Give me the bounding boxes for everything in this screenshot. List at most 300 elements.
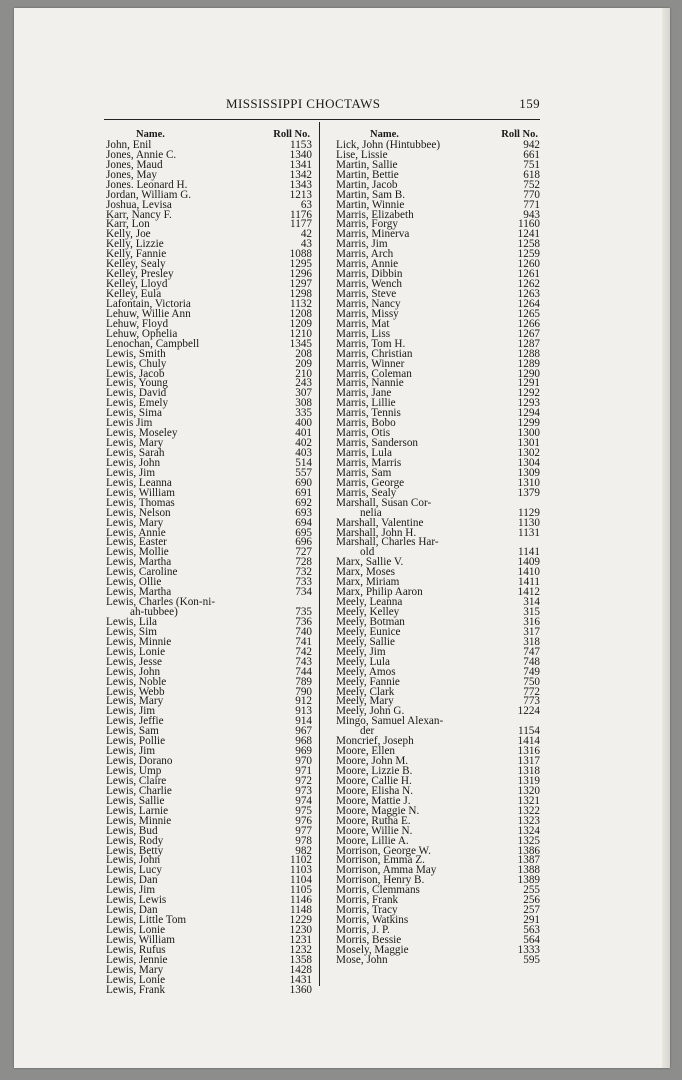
entry-name: Lise, Lissie <box>336 148 388 161</box>
entry-name: Marris, George <box>336 476 405 489</box>
entry-name: Martin, Winnie <box>336 198 405 211</box>
entry-roll-number: 1320 <box>517 784 540 797</box>
entry-roll-number: 693 <box>295 506 312 519</box>
entry-roll-number: 335 <box>295 407 312 420</box>
entry-roll-number: 773 <box>523 695 540 708</box>
entry-roll-number: 750 <box>523 675 540 688</box>
entry-roll-number: 1387 <box>517 854 540 867</box>
roll-entry <box>104 985 312 995</box>
entry-roll-number: 734 <box>295 586 312 599</box>
entry-roll-number: 1289 <box>517 357 540 370</box>
entry-name: Marris, Winner <box>336 357 405 370</box>
entry-roll-number: 1291 <box>517 377 540 390</box>
entry-roll-number: 976 <box>295 814 312 827</box>
entry-roll-number: 403 <box>295 447 312 459</box>
roll-entry <box>334 359 540 369</box>
entry-roll-number: 1261 <box>517 268 540 281</box>
entry-roll-number: 1323 <box>517 814 540 827</box>
entry-name: Moore, Rutha E. <box>336 814 411 827</box>
entry-name: Marris, Liss <box>336 327 391 340</box>
entry-roll-number: 1325 <box>517 834 540 847</box>
entry-roll-number: 968 <box>295 735 312 748</box>
entry-name: Lewis, Mary <box>106 516 164 529</box>
entry-roll-number: 1148 <box>290 904 312 917</box>
entry-name: Marris, Steve <box>336 288 397 300</box>
entry-roll-number: 257 <box>523 904 540 917</box>
entry-name: Lewis, Mary <box>106 695 164 708</box>
entry-name: Marris, Sanderson <box>336 437 419 450</box>
entry-roll-number: 1263 <box>517 288 540 300</box>
entry-name: der <box>360 725 375 738</box>
entry-roll-number: 912 <box>295 695 312 708</box>
entry-roll-number: 751 <box>523 158 540 171</box>
entry-name: Lehuw, Ophelia <box>106 327 178 340</box>
running-header <box>104 96 540 116</box>
entry-roll-number: 1296 <box>289 268 312 281</box>
entry-name: Lick, John (Hintubbee) <box>336 138 441 151</box>
right-column <box>334 130 540 965</box>
entry-roll-number: 1146 <box>290 894 312 907</box>
entry-roll-number: 1229 <box>289 914 312 927</box>
roll-entry <box>334 836 540 846</box>
entry-roll-number: 1358 <box>289 953 312 966</box>
entry-name: Moore, John M. <box>336 755 409 768</box>
entry-roll-number: 740 <box>295 625 312 638</box>
entry-name: Marshall, John H. <box>336 526 417 539</box>
entry-name: Lewis, Lonie <box>106 924 166 936</box>
entry-name: Marris, Dibbin <box>336 268 403 281</box>
entry-name: Lewis, Nelson <box>106 506 171 519</box>
entry-name: Karr, Nancy F. <box>106 208 172 221</box>
entry-roll-number: 978 <box>295 834 312 847</box>
entry-roll-number: 1388 <box>517 864 540 877</box>
entry-name: Marris, Sam <box>336 466 392 479</box>
entry-roll-number: 1213 <box>289 188 312 201</box>
entry-name: Lewis, Caroline <box>106 566 178 579</box>
entry-name: Lewis, Easter <box>106 536 167 549</box>
entry-name: Moore, Maggie N. <box>336 804 420 817</box>
entry-name: Morris, J. P. <box>336 924 390 936</box>
entry-name: Lewis, Jeffie <box>106 715 164 728</box>
entry-roll-number: 308 <box>295 397 312 410</box>
entry-name: Moore, Elisha N. <box>336 784 414 797</box>
entry-name: Moore, Lillie A. <box>336 834 409 847</box>
entry-roll-number: 1316 <box>517 745 540 758</box>
entry-roll-number: 514 <box>295 456 312 469</box>
entry-name: Martin, Sallie <box>336 158 398 171</box>
entry-roll-number: 1324 <box>517 824 540 837</box>
entry-name: Lewis, Larnie <box>106 804 169 817</box>
entry-name: Meely, Jim <box>336 645 386 658</box>
entry-name: Lewis, Dorano <box>106 755 173 768</box>
entry-roll-number: 692 <box>295 496 312 509</box>
entry-name: Lewis, Lonie <box>106 973 166 986</box>
entry-roll-number: 727 <box>295 546 312 559</box>
entry-name: Lewis, Annie <box>106 526 166 539</box>
entry-roll-number: 1342 <box>289 168 312 181</box>
entry-name: Marris, Forgy <box>336 218 398 231</box>
entry-name: Marris, Tennis <box>336 407 401 420</box>
roll-header: Roll No. <box>273 129 310 140</box>
entry-roll-number: 741 <box>295 635 312 648</box>
entry-name: Martin, Bettie <box>336 168 399 181</box>
roll-entry <box>104 677 312 687</box>
entry-roll-number: 743 <box>295 655 312 668</box>
entry-name: Kelley, Presley <box>106 268 174 281</box>
entry-name: Moncrief, Joseph <box>336 735 414 748</box>
entry-roll-number: 255 <box>523 884 540 897</box>
roll-entry <box>334 955 540 965</box>
entry-name: Lehuw, Willie Ann <box>106 307 191 320</box>
name-header: Name. <box>136 129 165 140</box>
entry-name: Meely, Botman <box>336 615 405 628</box>
entry-roll-number: 1295 <box>289 258 312 271</box>
entry-roll-number: 1301 <box>517 437 540 450</box>
entry-name: Marris, Otis <box>336 427 391 440</box>
entry-name: Lewis, Chuly <box>106 357 167 370</box>
entry-roll-number: 564 <box>523 933 540 946</box>
entry-name: Lewis, Webb <box>106 685 165 698</box>
entry-roll-number: 1298 <box>289 288 312 300</box>
entry-roll-number: 1104 <box>290 874 312 887</box>
entry-name: Meely, Lula <box>336 655 390 668</box>
entry-name: Marris, Lillie <box>336 397 396 410</box>
entry-roll-number: 1299 <box>517 417 540 430</box>
entry-name: Lafontain, Victoria <box>106 297 191 310</box>
entry-roll-number: 209 <box>295 357 312 370</box>
entry-name: Marshall, Valentine <box>336 516 424 529</box>
entry-roll-number: 1153 <box>290 138 312 151</box>
entry-name: Marris, Wench <box>336 278 402 291</box>
entry-roll-number: 1262 <box>517 278 540 291</box>
entry-name: Marris, Jane <box>336 387 392 400</box>
entry-roll-number: 315 <box>523 606 540 618</box>
entry-name: Lewis, David <box>106 387 167 400</box>
entry-name: Lewis, Ollie <box>106 576 162 589</box>
entry-name: Lewis, Jacob <box>106 367 165 380</box>
entry-name: Kelley, Sealy <box>106 258 166 271</box>
entry-name: Morrison, Emma Z. <box>336 854 425 867</box>
entry-name: Lewis, Jesse <box>106 655 162 668</box>
entry-name: Lewis, Mary <box>106 437 164 450</box>
entry-name: Lewis, Minnie <box>106 635 172 648</box>
entry-name: Lewis, Noble <box>106 675 167 688</box>
entry-roll-number: 770 <box>523 188 540 201</box>
entry-roll-number: 1260 <box>517 258 540 271</box>
entry-roll-number: 735 <box>295 606 312 618</box>
entry-roll-number: 943 <box>523 208 540 221</box>
entry-roll-number: 913 <box>295 705 312 718</box>
entry-name: Lewis, Dan <box>106 904 158 917</box>
entry-name: Meely, John G. <box>336 705 405 718</box>
entry-roll-number: 1428 <box>289 963 312 976</box>
entry-name: Morris, Bessie <box>336 933 402 946</box>
page-edge-shadow <box>662 8 670 1068</box>
entry-roll-number: 1333 <box>517 943 540 956</box>
entry-name: Lewis, Sima <box>106 407 162 420</box>
entry-name: Marris, Christian <box>336 347 413 360</box>
entry-roll-number: 1341 <box>289 158 312 171</box>
entry-name: Lewis, Rody <box>106 834 164 847</box>
entry-name: Lewis, Mary <box>106 963 164 976</box>
entry-roll-number: 256 <box>523 894 540 907</box>
entry-roll-number: 1290 <box>517 367 540 380</box>
entry-roll-number: 1411 <box>518 576 540 589</box>
roll-entry <box>104 836 312 846</box>
entry-roll-number: 972 <box>295 774 312 787</box>
entry-roll-number: 1287 <box>517 337 540 350</box>
entry-roll-number: 318 <box>523 635 540 648</box>
entry-roll-number: 1129 <box>518 506 540 519</box>
entry-roll-number: 772 <box>523 685 540 698</box>
entry-roll-number: 1294 <box>517 407 540 420</box>
entry-roll-number: 973 <box>295 784 312 797</box>
entry-roll-number: 314 <box>523 596 540 609</box>
entry-roll-number: 1154 <box>518 725 540 738</box>
entry-name: Jones. Leonard H. <box>106 178 188 191</box>
roll-entry <box>104 518 312 528</box>
entry-roll-number: 742 <box>295 645 312 658</box>
entry-roll-number: 732 <box>295 566 312 579</box>
entry-roll-number: 1141 <box>518 546 540 559</box>
entry-roll-number: 977 <box>295 824 312 837</box>
entry-roll-number: 1231 <box>289 933 312 946</box>
entry-name: Lewis, Martha <box>106 586 172 599</box>
entry-roll-number: 1300 <box>517 427 540 440</box>
entry-name: nelia <box>360 506 382 519</box>
entry-name: Meely, Eunice <box>336 625 401 638</box>
entry-name: Lewis, Bud <box>106 824 158 837</box>
entry-name: Lewis, Sarah <box>106 447 165 459</box>
entry-name: Moore, Mattie J. <box>336 794 411 807</box>
entry-name: Marris, Annie <box>336 258 399 271</box>
entry-name: Lewis, Young <box>106 377 168 390</box>
entry-roll-number: 1176 <box>290 208 312 221</box>
entry-name: Marris, Minerva <box>336 228 410 241</box>
page-title: MISSISSIPPI CHOCTAWS <box>226 96 381 111</box>
entry-name: Marris, Arch <box>336 248 394 261</box>
entry-name: Morrison, Amma May <box>336 864 437 877</box>
entry-roll-number: 1310 <box>517 476 540 489</box>
entry-roll-number: 967 <box>295 725 312 738</box>
entry-name: Lewis, John <box>106 456 161 469</box>
entry-roll-number: 1288 <box>517 347 540 360</box>
entry-name: Lewis, John <box>106 854 161 867</box>
entry-roll-number: 1160 <box>518 218 540 231</box>
entry-name: Moore, Callie H. <box>336 774 412 787</box>
entry-roll-number: 1389 <box>517 874 540 887</box>
entry-name: Lewis, Lonie <box>106 645 166 658</box>
entry-roll-number: 208 <box>295 347 312 360</box>
entry-roll-number: 1410 <box>517 566 540 579</box>
entry-name: Lewis, William <box>106 486 175 499</box>
entry-roll-number: 1230 <box>289 924 312 936</box>
entry-roll-number: 695 <box>295 526 312 539</box>
roll-entry <box>334 518 540 528</box>
entry-roll-number: 1209 <box>289 317 312 330</box>
entry-name: Lewis, Sallie <box>106 794 165 807</box>
name-header: Name. <box>370 129 399 140</box>
entry-roll-number: 971 <box>295 765 312 777</box>
entry-name: Morris, Frank <box>336 894 399 907</box>
entry-name: Marris, Jim <box>336 238 388 251</box>
entry-name: Lewis, Jim <box>106 884 156 897</box>
entry-roll-number: 1321 <box>517 794 540 807</box>
entry-name: Lewis, Betty <box>106 844 164 857</box>
entry-name: Meely, Sallie <box>336 635 395 648</box>
entry-roll-number: 690 <box>295 476 312 489</box>
entry-roll-number: 1232 <box>289 943 312 956</box>
entry-roll-number: 661 <box>523 148 540 161</box>
entry-roll-number: 43 <box>300 238 312 251</box>
entry-roll-number: 1340 <box>289 148 312 161</box>
entry-name: old <box>360 546 375 559</box>
entry-roll-number: 969 <box>295 745 312 758</box>
entry-name: Marris, Sealy <box>336 486 397 499</box>
entry-roll-number: 563 <box>523 924 540 936</box>
entry-name: Marx, Miriam <box>336 576 400 589</box>
entry-roll-number: 749 <box>523 665 540 678</box>
entry-roll-number: 317 <box>523 625 540 638</box>
entry-roll-number: 1132 <box>290 297 312 310</box>
entry-name: Marx, Moses <box>336 566 396 579</box>
entry-name: Meely, Fannie <box>336 675 400 688</box>
left-column <box>104 130 312 995</box>
entry-name: Morris, Tracy <box>336 904 398 917</box>
entry-name: Meely, Leanna <box>336 596 403 609</box>
entry-name: Lewis, Frank <box>106 983 166 996</box>
entry-roll-number: 748 <box>523 655 540 668</box>
entry-roll-number: 210 <box>295 367 312 380</box>
entry-roll-number: 595 <box>523 953 540 966</box>
entry-name: Morrison, George W. <box>336 844 431 857</box>
entry-name: Lewis, Lewis <box>106 894 167 907</box>
entry-name: Lewis, Jim <box>106 705 156 718</box>
entry-name: Marris, Coleman <box>336 367 412 380</box>
entry-name: Morris, Watkins <box>336 914 409 927</box>
entry-name: Lewis, William <box>106 933 175 946</box>
entry-name: Lewis, Thomas <box>106 496 175 509</box>
entry-name: Lewis, Jennie <box>106 953 168 966</box>
entry-name: Lewis, Lucy <box>106 864 162 877</box>
entry-roll-number: 975 <box>295 804 312 817</box>
entry-roll-number: 790 <box>295 685 312 698</box>
entry-name: Lewis Jim <box>106 417 153 430</box>
entry-roll-number: 1259 <box>517 248 540 261</box>
entry-name: Lewis, Sim <box>106 625 157 638</box>
entry-name: Marris, Nancy <box>336 297 401 310</box>
entry-name: Lenochan, Campbell <box>106 337 200 350</box>
entry-roll-number: 1130 <box>518 516 540 529</box>
page-number: 159 <box>519 96 540 111</box>
entry-name: Martin, Jacob <box>336 178 398 191</box>
entry-roll-number: 1265 <box>517 307 540 320</box>
entry-name: Lewis, Mollie <box>106 546 169 559</box>
entry-name: Lewis, Smith <box>106 347 166 360</box>
entry-name: Marris, Elizabeth <box>336 208 414 221</box>
entry-name: Lewis, Jim <box>106 466 156 479</box>
entry-roll-number: 316 <box>523 615 540 628</box>
roll-entry <box>104 200 312 210</box>
entry-roll-number: 1102 <box>290 854 312 867</box>
entry-name: Lewis, Sam <box>106 725 159 738</box>
entry-roll-number: 1103 <box>290 864 312 877</box>
entry-name: Marshall, Susan Cor- <box>336 496 432 509</box>
entry-name: Marx, Sallie V. <box>336 556 404 569</box>
entry-name: Meely, Kelley <box>336 606 400 618</box>
entry-roll-number: 1131 <box>518 526 540 539</box>
roll-entry <box>334 677 540 687</box>
entry-roll-number: 1409 <box>517 556 540 569</box>
entry-name: Lewis, Pollie <box>106 735 166 748</box>
entry-roll-number: 1293 <box>517 397 540 410</box>
entry-roll-number: 400 <box>295 417 312 430</box>
entry-name: Moore, Lizzie B. <box>336 765 413 777</box>
column-divider <box>319 122 320 986</box>
entry-roll-number: 1318 <box>517 765 540 777</box>
entry-name: Jordan, William G. <box>106 188 192 201</box>
entry-name: Marris, Mat <box>336 317 390 330</box>
entry-name: Morris, Clemmans <box>336 884 420 897</box>
entry-name: Kelley, Eula <box>106 288 162 300</box>
entry-roll-number: 1208 <box>289 307 312 320</box>
entry-roll-number: 63 <box>300 198 312 211</box>
entry-name: Lewis, Emely <box>106 397 169 410</box>
entry-name: Mosely, Maggie <box>336 943 409 956</box>
entry-roll-number: 402 <box>295 437 312 450</box>
entry-name: Mingo, Samuel Alexan- <box>336 715 444 728</box>
entry-roll-number: 1317 <box>517 755 540 768</box>
entry-roll-number: 736 <box>295 615 312 628</box>
entry-roll-number: 728 <box>295 556 312 569</box>
entry-roll-number: 1177 <box>290 218 312 231</box>
entry-name: Marris, Nannie <box>336 377 404 390</box>
roll-entry <box>104 359 312 369</box>
entry-roll-number: 307 <box>295 387 312 400</box>
entry-name: Lewis, Ump <box>106 765 162 777</box>
entry-name: Lewis, Claire <box>106 774 167 787</box>
entry-name: Lewis, Minnie <box>106 814 172 827</box>
entry-name: Marris, Bobo <box>336 417 396 430</box>
entry-name: Lewis, Rufus <box>106 943 166 956</box>
entry-roll-number: 1241 <box>517 228 540 241</box>
entry-roll-number: 1210 <box>289 327 312 340</box>
entry-name: Marris, Marris <box>336 456 402 469</box>
entry-roll-number: 1319 <box>517 774 540 787</box>
entry-name: Lewis, Leanna <box>106 476 172 489</box>
entry-roll-number: 747 <box>523 645 540 658</box>
entry-name: Lewis, Dan <box>106 874 158 887</box>
entry-roll-number: 1266 <box>517 317 540 330</box>
entry-roll-number: 1292 <box>517 387 540 400</box>
entry-name: Lewis, Jim <box>106 745 156 758</box>
entry-roll-number: 1264 <box>517 297 540 310</box>
entry-roll-number: 1302 <box>517 447 540 459</box>
entry-roll-number: 1105 <box>290 884 312 897</box>
entry-roll-number: 557 <box>295 466 312 479</box>
entry-name: Jones, Annie C. <box>106 148 177 161</box>
entry-name: Lewis, Martha <box>106 556 172 569</box>
entry-roll-number: 970 <box>295 755 312 768</box>
entry-name: Mose, John <box>336 953 388 966</box>
entry-roll-number: 1088 <box>289 248 312 261</box>
entry-roll-number: 914 <box>295 715 312 728</box>
entry-roll-number: 691 <box>295 486 312 499</box>
entry-name: Marx, Philip Aaron <box>336 586 423 599</box>
roll-header: Roll No. <box>501 129 538 140</box>
entry-roll-number: 1343 <box>289 178 312 191</box>
entry-name: ah-tubbee) <box>130 606 178 618</box>
